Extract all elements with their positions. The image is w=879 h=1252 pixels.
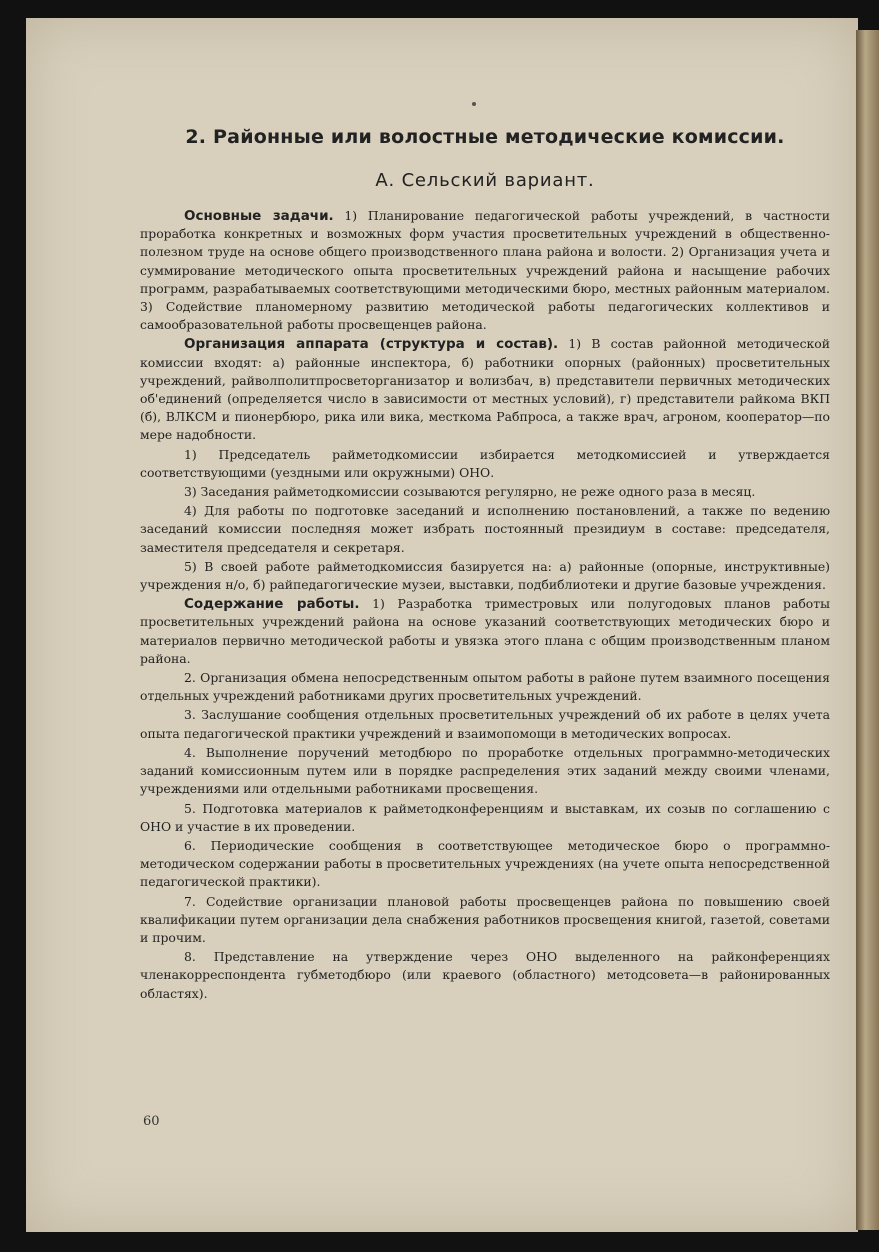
paragraph <box>140 837 830 892</box>
section-heading: 2. Районные или волостные методические комиссии. <box>185 126 785 148</box>
paragraph <box>140 800 830 836</box>
ink-speck <box>472 102 476 106</box>
paragraph <box>140 558 830 594</box>
paragraph-text: 7. Содействие организации плановой работы просвещенцев района по повышению своей квалификации путем организации дела снабжения работников просвещения книгой, газетой, советами и прочим. <box>140 893 830 945</box>
paragraph <box>140 744 830 799</box>
paragraph-text: 3. Заслушание сообщения отдельных просветительных учреждений об их работе в целях учета опыта педагогической практики учреждений и взаимопомощи в методических вопросах. <box>140 707 830 741</box>
subsection-heading: А. Сельский вариант. <box>375 170 595 191</box>
paragraph <box>140 706 830 742</box>
paragraph <box>140 502 830 557</box>
adjacent-page-edge <box>856 30 879 1230</box>
paragraph <box>140 595 830 668</box>
paragraph <box>140 446 830 482</box>
paragraph-text: 6. Периодические сообщения в соответствующее методическое бюро о программно-методическом содержании работы в просветительных учреждениях (на учете опыта непосредственной педагогической практики). <box>140 837 830 890</box>
paragraph-lead: Основные задачи. <box>184 208 334 224</box>
paragraph-text: 3) Заседания райметодкомиссии созываются регулярно, не реже одного раза в месяц. <box>184 484 756 500</box>
paragraph-text: 5) В своей работе райметодкомиссия базируется на: а) районные (опорные, инструктивные) учреждения н/о, б) райпедагогические музеи, выставки, подбиблиотеки и другие базовые учреждения. <box>140 558 830 593</box>
paragraph <box>140 335 830 444</box>
paragraph-text: 8. Представление на утверждение через ОНО выделенного на райконференциях членакорреспондента губметодбюро (или краевого (областного) методсовета—в районированных областях). <box>140 949 830 1001</box>
paragraph <box>140 483 830 501</box>
paragraph <box>140 948 830 1003</box>
paragraph-text: 1) Планирование педагогической работы учреждений, в частности проработка конкретных и возможных форм участия просветительных учреждений в общественно-полезном труде на основе общего производственного плана района и волости. 2) Организация учета и суммирование методического опыта просветительных учреждений района и насыщение рабочих программ, разрабатываемых соответствующими методическими бюро, местных районным материалом. 3) Содействие планомерному развитию методической работы педагогических коллективов и самообразовательной работы просвещенцев района. <box>140 208 830 333</box>
paragraph-text: 5. Подготовка материалов к райметодконференциям и выставкам, их созыв по соглашению с ОНО и участие в их проведении. <box>140 800 830 834</box>
paragraph <box>140 893 830 948</box>
paragraph-lead: Содержание работы. <box>184 596 360 613</box>
paragraph <box>140 207 830 334</box>
page-number: 60 <box>143 1114 160 1129</box>
body-text <box>140 207 830 1003</box>
paragraph-text: 4) Для работы по подготовке заседаний и исполнению постановлений, а также по ведению заседаний комиссии последняя может избрать постоянный президиум в составе: председателя, заместителя председателя и секретаря. <box>140 503 830 555</box>
paragraph-text: 2. Организация обмена непосредственным опытом работы в районе путем взаимного посещения отдельных учреждений работниками других просветительных учреждений. <box>140 670 830 704</box>
paragraph-text: 4. Выполнение поручений методбюро по проработке отдельных программно-методических заданий комиссионным путем или в порядке распределения этих заданий между своими членами, учреждениями или отдельными работниками просвещения. <box>140 744 830 797</box>
paragraph-text: 1) Разработка триместровых или полугодовых планов работы просветительных учреждений района на основе указаний соответствующих методических бюро и материалов первично методической работы и увязка этого плана с общим производственным планом района. <box>140 596 830 666</box>
paragraph-text: 1) В состав районной методической комиссии входят: а) районные инспектора, б) работники опорных (районных) просветительных учреждений, райволполитпросветорганизатор и волизбач, в) представители первичных методических об'единений (определяется число в зависимости от местных условий), г) представители райкома ВКП (б), ВЛКСМ и пионербюро, рика или вика, месткома Рабпроса, а также врач, агроном, кооператор—по мере надобности. <box>140 336 830 443</box>
page-content <box>140 126 830 1003</box>
paragraph <box>140 669 830 705</box>
paragraph-lead: Организация аппарата (структура и состав). <box>184 336 559 353</box>
paragraph-text: 1) Председатель райметодкомиссии избирается методкомиссией и утверждается соответствующими (уездными или окружными) ОНО. <box>140 446 830 480</box>
